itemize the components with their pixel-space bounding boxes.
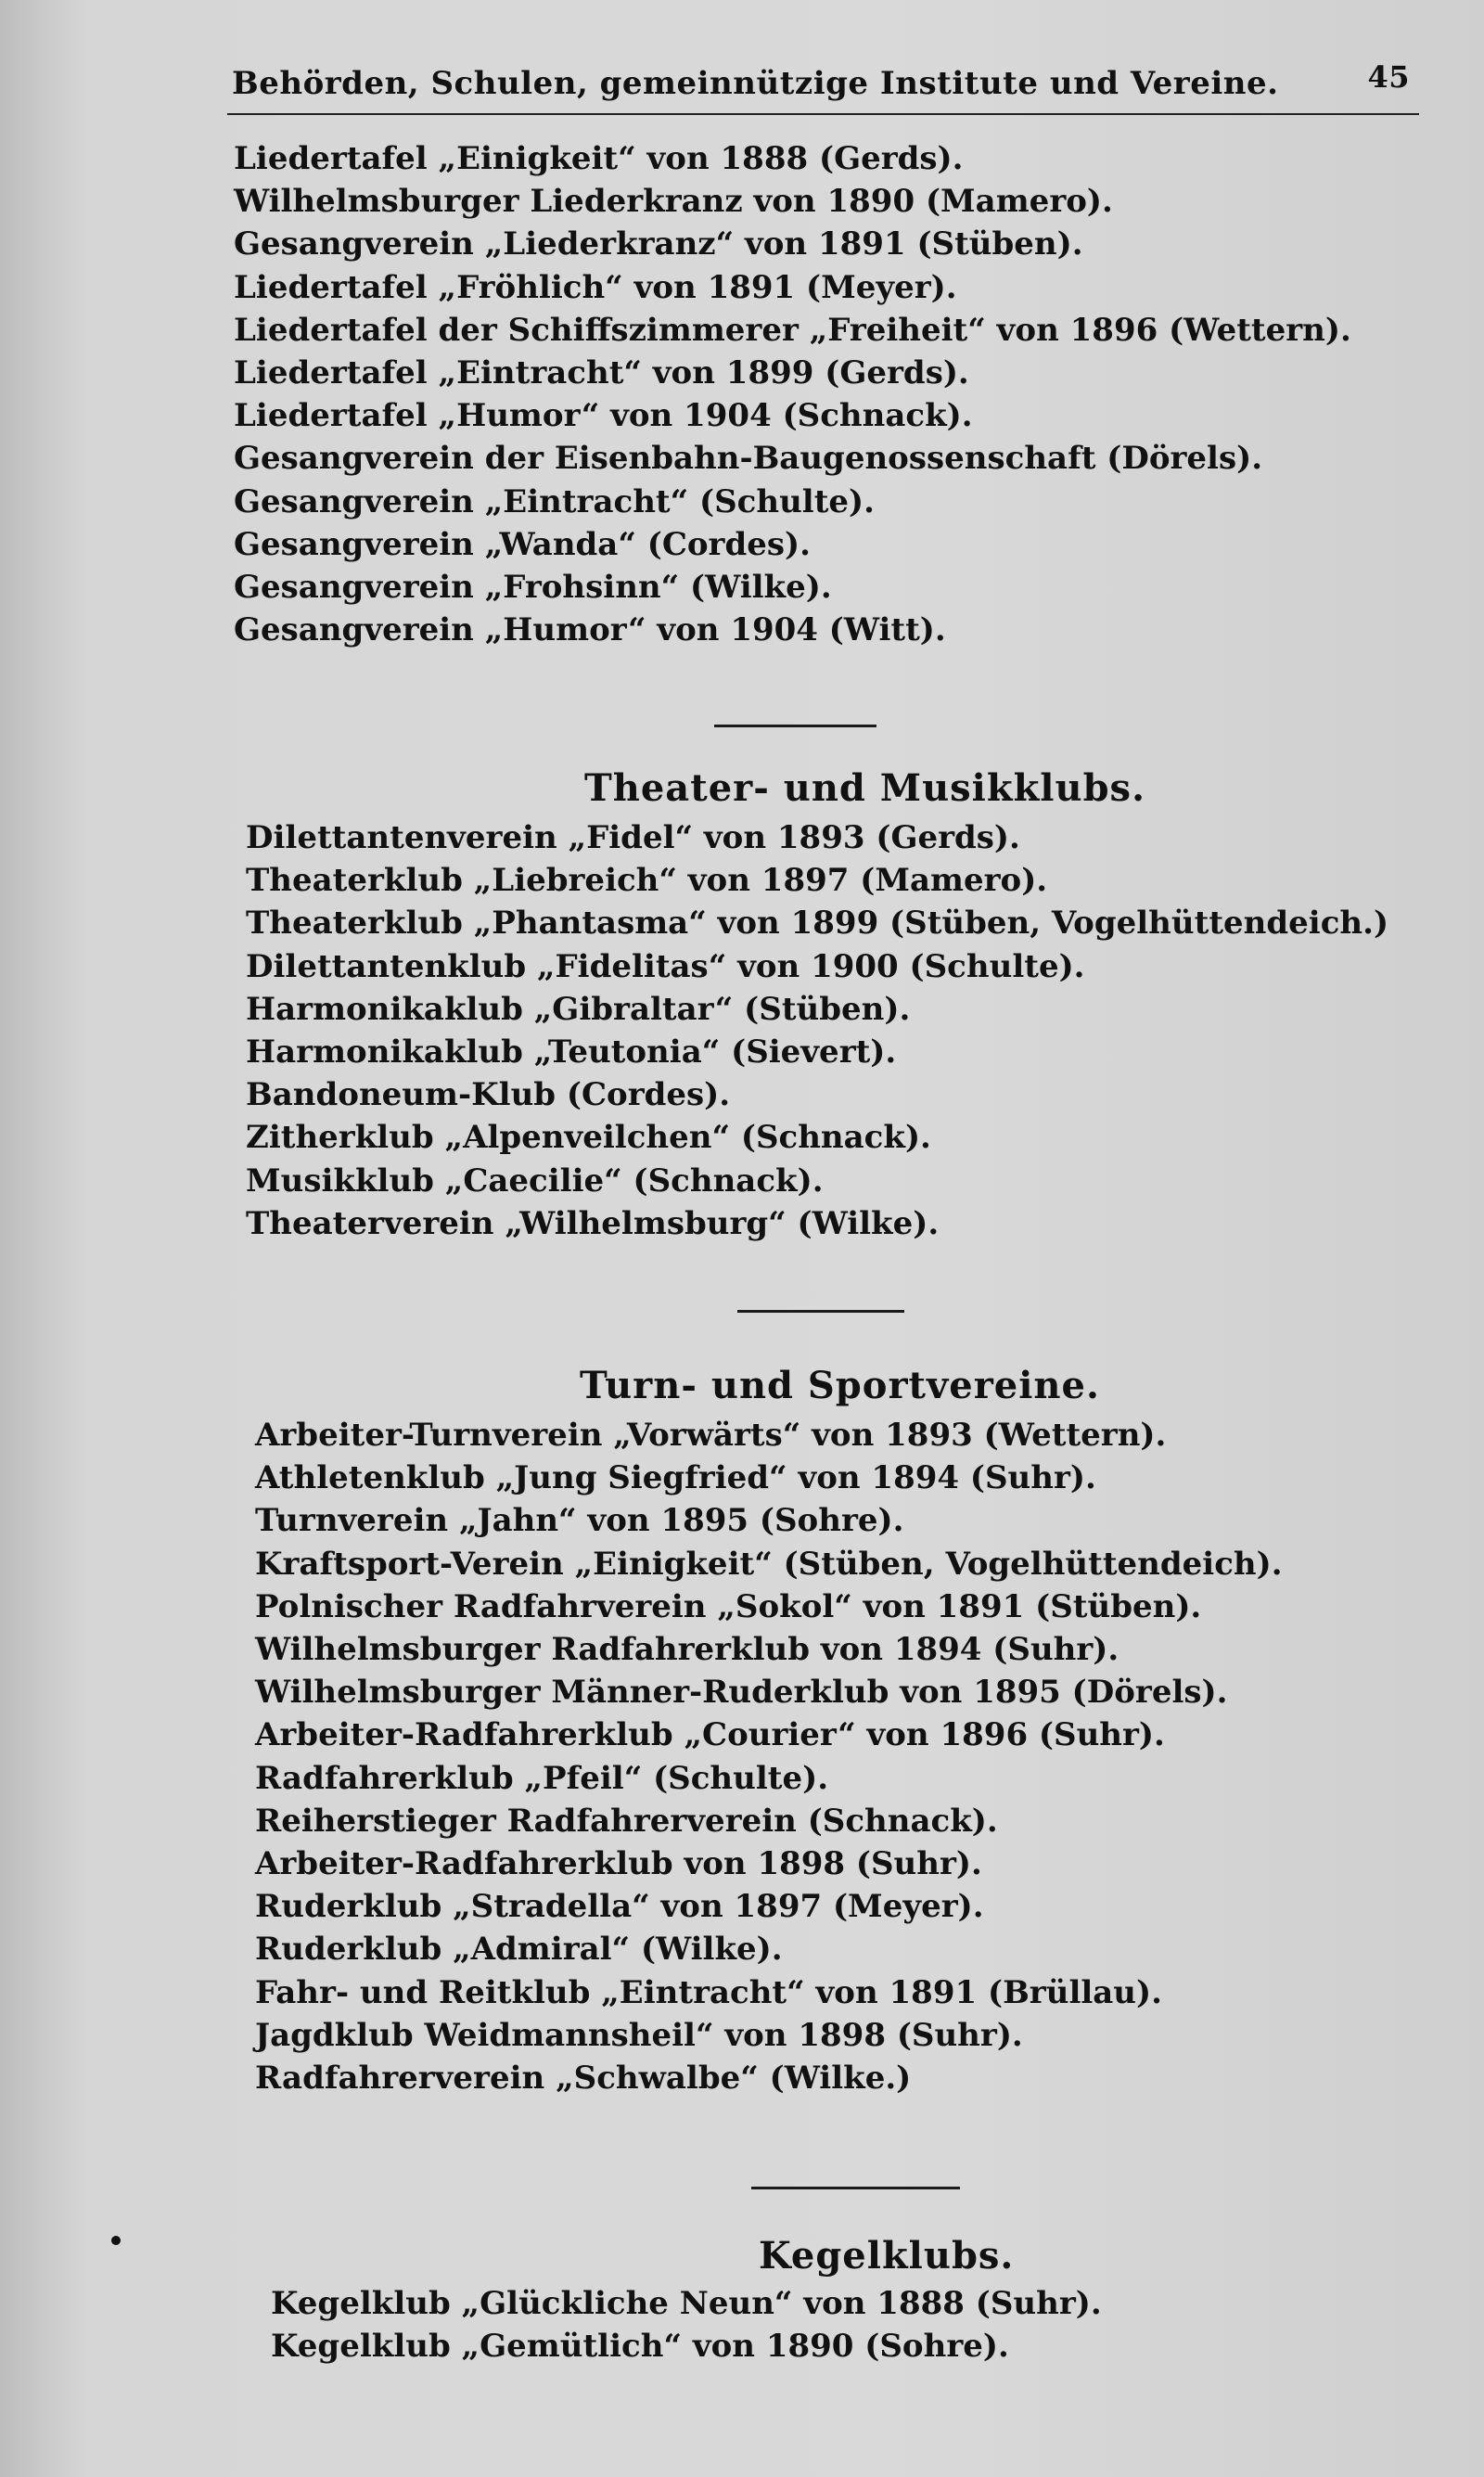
list-item: Ruderklub „Admiral“ (Wilke).: [255, 1931, 783, 1969]
section-divider: [751, 2187, 960, 2189]
list-theater-music-clubs: [246, 816, 1388, 1245]
list-item: Musikklub „Caecilie“ (Schnack).: [246, 1161, 824, 1200]
list-item: Polnischer Radfahrverein „Sokol“ von 1891 (Stüben).: [255, 1587, 1202, 1625]
list-bowling-clubs: [271, 2282, 1102, 2368]
list-item: Kegelklub „Glückliche Neun“ von 1888 (Suhr).: [271, 2285, 1102, 2322]
list-item: Gesangverein „Frohsinn“ (Wilke).: [234, 569, 832, 607]
list-item: Gesangverein „Wanda“ (Cordes).: [234, 525, 811, 563]
header-rule: [227, 113, 1419, 115]
list-item: Gesangverein „Liederkranz“ von 1891 (Stüben).: [234, 225, 1083, 263]
list-item: Harmonikaklub „Gibraltar“ (Stüben).: [246, 990, 911, 1028]
page-number: 45: [1367, 59, 1410, 95]
list-item: Gesangverein der Eisenbahn-Baugenossenschaft (Dörels).: [234, 440, 1263, 478]
list-item: Dilettantenverein „Fidel“ von 1893 (Gerds).: [246, 819, 1020, 856]
list-singing-clubs: [234, 137, 1351, 651]
list-item: Turnverein „Jahn“ von 1895 (Sohre).: [255, 1502, 904, 1540]
list-item: Liedertafel „Eintracht“ von 1899 (Gerds).: [234, 354, 969, 392]
list-item: Gesangverein „Humor“ von 1904 (Witt).: [234, 611, 946, 649]
list-item: Athletenklub „Jung Siegfried“ von 1894 (Suhr).: [255, 1459, 1096, 1497]
section-divider: [737, 1310, 904, 1313]
list-item: Arbeiter-Turnverein „Vorwärts“ von 1893 (Wettern).: [255, 1417, 1167, 1454]
section-title-bowling: Kegelklubs.: [759, 2234, 1015, 2278]
list-item: Zitherklub „Alpenveilchen“ (Schnack).: [246, 1119, 931, 1157]
list-item: Fahr- und Reitklub „Eintracht“ von 1891 (Brüllau).: [255, 1973, 1162, 2011]
list-item: Jagdklub Weidmannsheil“ von 1898 (Suhr).: [255, 2016, 1023, 2054]
list-item: Liedertafel „Einigkeit“ von 1888 (Gerds).: [234, 140, 964, 177]
list-item: Wilhelmsburger Männer-Ruderklub von 1895 (Dörels).: [255, 1674, 1228, 1712]
list-item: Wilhelmsburger Liederkranz von 1890 (Mamero).: [234, 183, 1113, 221]
list-item: Theaterverein „Wilhelmsburg“ (Wilke).: [246, 1204, 940, 1242]
list-item: Theaterklub „Liebreich“ von 1897 (Mamero).: [246, 862, 1048, 900]
section-title-theater-music: Theater- und Musikklubs.: [584, 766, 1145, 810]
list-item: Liedertafel „Humor“ von 1904 (Schnack).: [234, 397, 973, 435]
list-item: Wilhelmsburger Radfahrerklub von 1894 (Suhr).: [255, 1631, 1119, 1669]
list-item: Theaterklub „Phantasma“ von 1899 (Stüben, Vogelhüttendeich.): [246, 905, 1389, 943]
section-divider: [714, 725, 876, 727]
list-item: Dilettantenklub „Fidelitas“ von 1900 (Schulte).: [246, 947, 1085, 985]
list-item: Bandoneum-Klub (Cordes).: [246, 1076, 731, 1114]
list-item: Ruderklub „Stradella“ von 1897 (Meyer).: [255, 1888, 984, 1926]
print-speck: [111, 2236, 121, 2245]
list-item: Kraftsport-Verein „Einigkeit“ (Stüben, Vogelhüttendeich).: [255, 1545, 1283, 1583]
list-item: Kegelklub „Gemütlich“ von 1890 (Sohre).: [271, 2328, 1009, 2366]
list-item: Liedertafel der Schiffszimmerer „Freiheit“ von 1896 (Wettern).: [234, 311, 1351, 349]
list-item: Harmonikaklub „Teutonia“ (Sievert).: [246, 1033, 897, 1072]
list-item: Liedertafel „Fröhlich“ von 1891 (Meyer).: [234, 268, 957, 306]
list-item: Reiherstieger Radfahrerverein (Schnack).: [255, 1802, 998, 1840]
section-title-gymnastics-sports: Turn- und Sportvereine.: [580, 1364, 1100, 1407]
list-sports-clubs: [255, 1414, 1283, 2099]
list-item: Radfahrerklub „Pfeil“ (Schulte).: [255, 1759, 829, 1797]
running-header: [232, 59, 1410, 102]
list-item: Arbeiter-Radfahrerklub von 1898 (Suhr).: [255, 1845, 982, 1883]
list-item: Radfahrerverein „Schwalbe“ (Wilke.): [255, 2060, 912, 2098]
list-item: Gesangverein „Eintracht“ (Schulte).: [234, 482, 875, 520]
list-item: Arbeiter-Radfahrerklub „Courier“ von 1896 (Suhr).: [255, 1716, 1165, 1754]
header-title: Behörden, Schulen, gemeinnützige Institute und Vereine.: [232, 65, 1279, 102]
